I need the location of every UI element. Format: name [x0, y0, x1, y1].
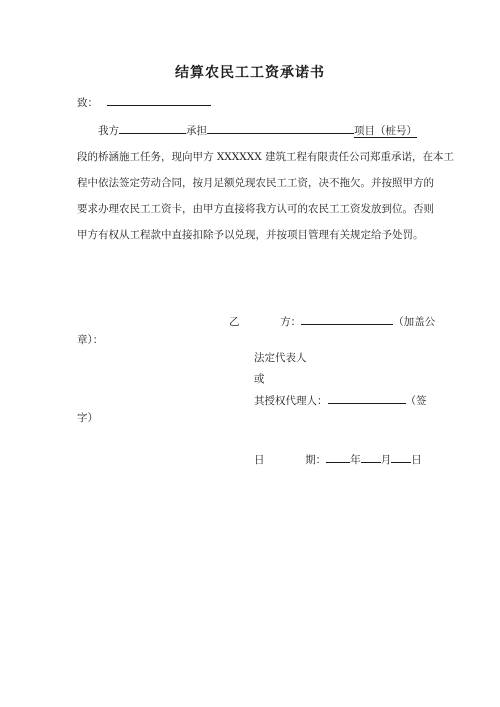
party-b-line: [229, 313, 435, 329]
party-b-label-fang: 方：: [280, 316, 302, 328]
agent-sign-note: （签: [405, 395, 427, 407]
month-label: 月: [380, 454, 392, 466]
month-blank[interactable]: [361, 451, 381, 463]
party-name-blank[interactable]: [119, 122, 186, 134]
date-label-ri: 日: [254, 454, 265, 466]
paragraph-line-4: 要求办理农民工工资卡，由甲方直接将我方认可的农民工工资发放到位。否则: [77, 203, 434, 215]
text-wo-fang: 我方: [98, 125, 119, 137]
day-blank[interactable]: [391, 451, 411, 463]
paragraph-line-5: 甲方有权从工程款中直接扣除予以兑现，并按项目管理有关规定给予处罚。: [77, 229, 424, 241]
addressee-line: [77, 94, 211, 110]
date-label-qi: 期：: [305, 454, 327, 466]
day-label: 日: [411, 454, 422, 466]
paragraph-line-2: 段的桥涵施工任务，现向甲方 XXXXXX 建筑工程有限责任公司郑重承诺，在本工: [77, 151, 455, 163]
addressee-blank[interactable]: [107, 94, 211, 106]
party-b-blank[interactable]: [301, 313, 393, 325]
year-label: 年: [350, 454, 361, 466]
document-title: 结算农民工工资承诺书: [175, 65, 325, 81]
party-b-seal-note: （加盖公: [393, 316, 436, 328]
party-b-seal-continued: 章）：: [77, 334, 104, 346]
paragraph-line-3: 程中依法签定劳动合同，按月足额兑现农民工工资，决不拖欠。并按照甲方的: [77, 177, 434, 189]
date-line: [254, 451, 422, 467]
agent-signature-blank[interactable]: [328, 392, 406, 404]
legal-representative-label: 法定代表人: [254, 352, 307, 364]
commitment-paragraph: [77, 118, 455, 248]
party-b-label-yi: 乙: [229, 316, 240, 328]
agent-line: [254, 392, 427, 408]
or-label: 或: [254, 373, 265, 385]
project-name-blank[interactable]: [207, 122, 354, 134]
year-blank[interactable]: [326, 451, 350, 463]
addressee-label: 致：: [77, 97, 98, 109]
text-cheng-dan: 承担: [186, 125, 207, 137]
agent-sign-continued: 字）: [77, 412, 98, 424]
paragraph-line-1: [77, 118, 429, 144]
text-project-pile-number: 项目（桩号）: [354, 125, 417, 137]
agent-label: 其授权代理人：: [254, 395, 328, 407]
